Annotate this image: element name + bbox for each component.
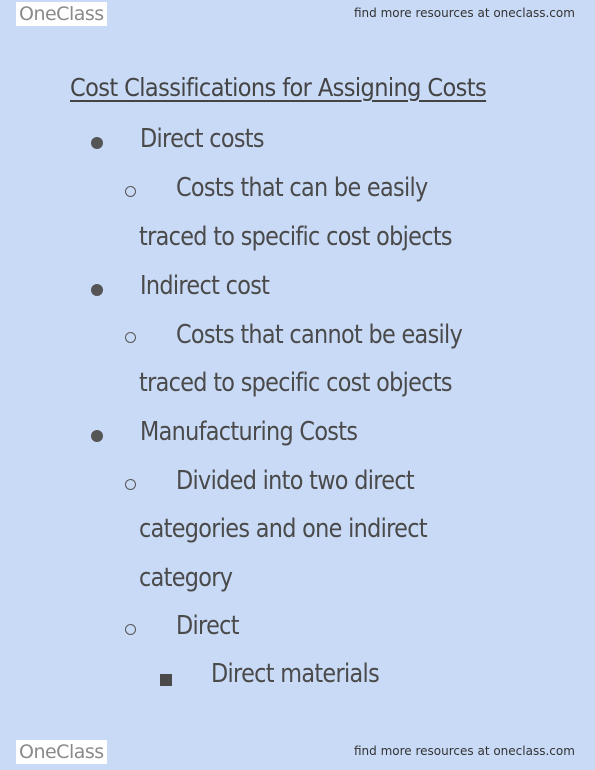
list-item-direct-costs-definition: Costs that can be easily — [176, 173, 428, 203]
bullet-dot-icon — [91, 430, 103, 442]
list-item-indirect-cost-definition-cont: traced to specific cost objects — [139, 368, 452, 398]
list-item-direct-costs-definition-cont: traced to specific cost objects — [139, 222, 452, 252]
oneclass-logo[interactable]: OneClass — [16, 2, 107, 26]
list-item-indirect-cost: Indirect cost — [140, 271, 270, 301]
list-item-direct: Direct — [176, 611, 239, 641]
page-footer — [0, 738, 595, 766]
bullet-circle-icon — [125, 332, 136, 343]
list-item-direct-costs: Direct costs — [140, 124, 264, 154]
page-title: Cost Classifications for Assigning Costs — [70, 73, 487, 102]
bullet-circle-icon — [125, 624, 136, 635]
bullet-dot-icon — [91, 137, 103, 149]
list-item-indirect-cost-definition: Costs that cannot be easily — [176, 320, 463, 350]
list-item-manufacturing-definition-cont: categories and one indirect — [139, 514, 427, 544]
resources-link[interactable]: find more resources at oneclass.com — [354, 6, 575, 20]
page-header — [0, 0, 595, 28]
resources-link[interactable]: find more resources at oneclass.com — [354, 744, 575, 758]
bullet-circle-icon — [125, 186, 136, 197]
list-item-manufacturing-costs: Manufacturing Costs — [140, 417, 358, 447]
list-item-manufacturing-definition-cont-2: category — [139, 563, 233, 593]
bullet-square-icon — [160, 674, 172, 686]
list-item-direct-materials: Direct materials — [211, 659, 380, 689]
bullet-circle-icon — [125, 479, 136, 490]
list-item-manufacturing-definition: Divided into two direct — [176, 466, 415, 496]
oneclass-logo[interactable]: OneClass — [16, 740, 107, 764]
bullet-dot-icon — [91, 284, 103, 296]
